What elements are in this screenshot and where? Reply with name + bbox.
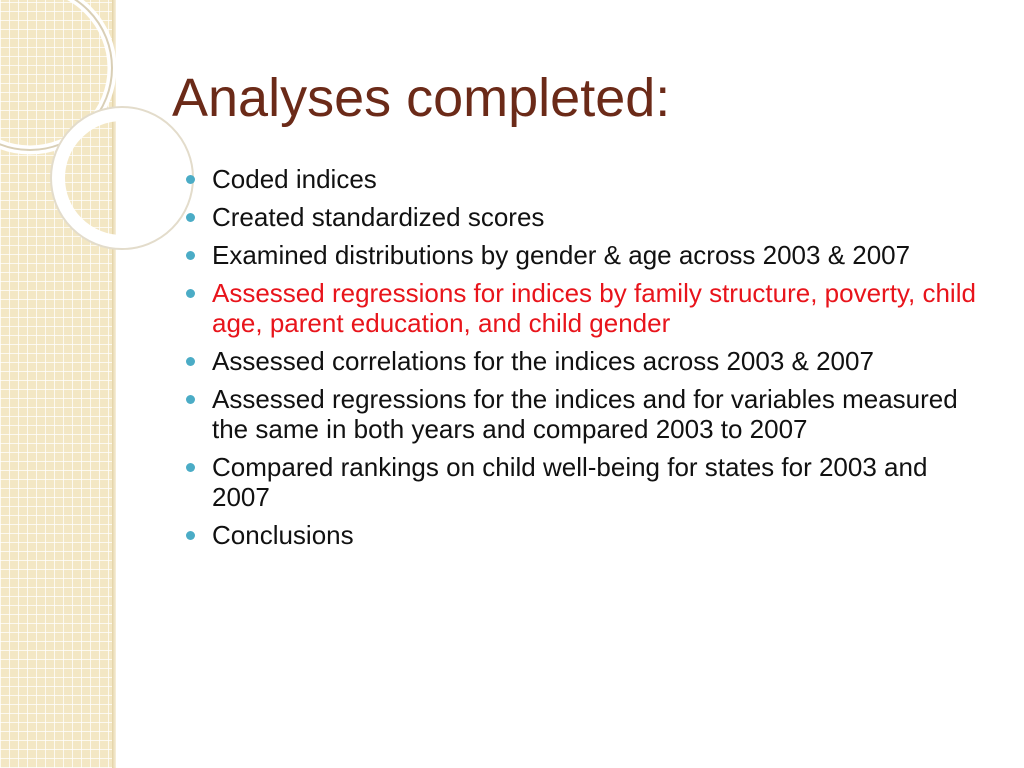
bullet-item xyxy=(186,240,986,270)
bullet-dot-icon xyxy=(186,289,195,298)
bullet-text: Assessed regressions for the indices and for variables measured the same in both years and compared 2003 to 2007 xyxy=(212,384,958,444)
bullet-dot-icon xyxy=(186,395,195,404)
bullet-list xyxy=(186,164,986,558)
bullet-dot-icon xyxy=(186,531,195,540)
deco-circle-inner xyxy=(58,114,186,242)
bullet-item xyxy=(186,452,986,512)
bullet-item xyxy=(186,202,986,232)
bullet-item xyxy=(186,384,986,444)
bullet-dot-icon xyxy=(186,251,195,260)
bullet-text: Examined distributions by gender & age across 2003 & 2007 xyxy=(212,240,911,270)
bullet-dot-icon xyxy=(186,213,195,222)
bullet-dot-icon xyxy=(186,463,195,472)
bullet-dot-icon xyxy=(186,357,195,366)
bullet-item xyxy=(186,164,986,194)
bullet-item xyxy=(186,278,986,338)
bullet-item xyxy=(186,346,986,376)
bullet-text: Conclusions xyxy=(212,520,354,550)
bullet-item xyxy=(186,520,986,550)
bullet-dot-icon xyxy=(186,175,195,184)
bullet-text: Assessed correlations for the indices across 2003 & 2007 xyxy=(212,346,874,376)
bullet-text: Compared rankings on child well-being for states for 2003 and 2007 xyxy=(212,452,928,512)
slide-title: Analyses completed: xyxy=(172,68,671,128)
bullet-text: Created standardized scores xyxy=(212,202,545,232)
bullet-text: Coded indices xyxy=(212,164,377,194)
bullet-text: Assessed regressions for indices by family structure, poverty, child age, parent education, and child gender xyxy=(212,278,976,338)
